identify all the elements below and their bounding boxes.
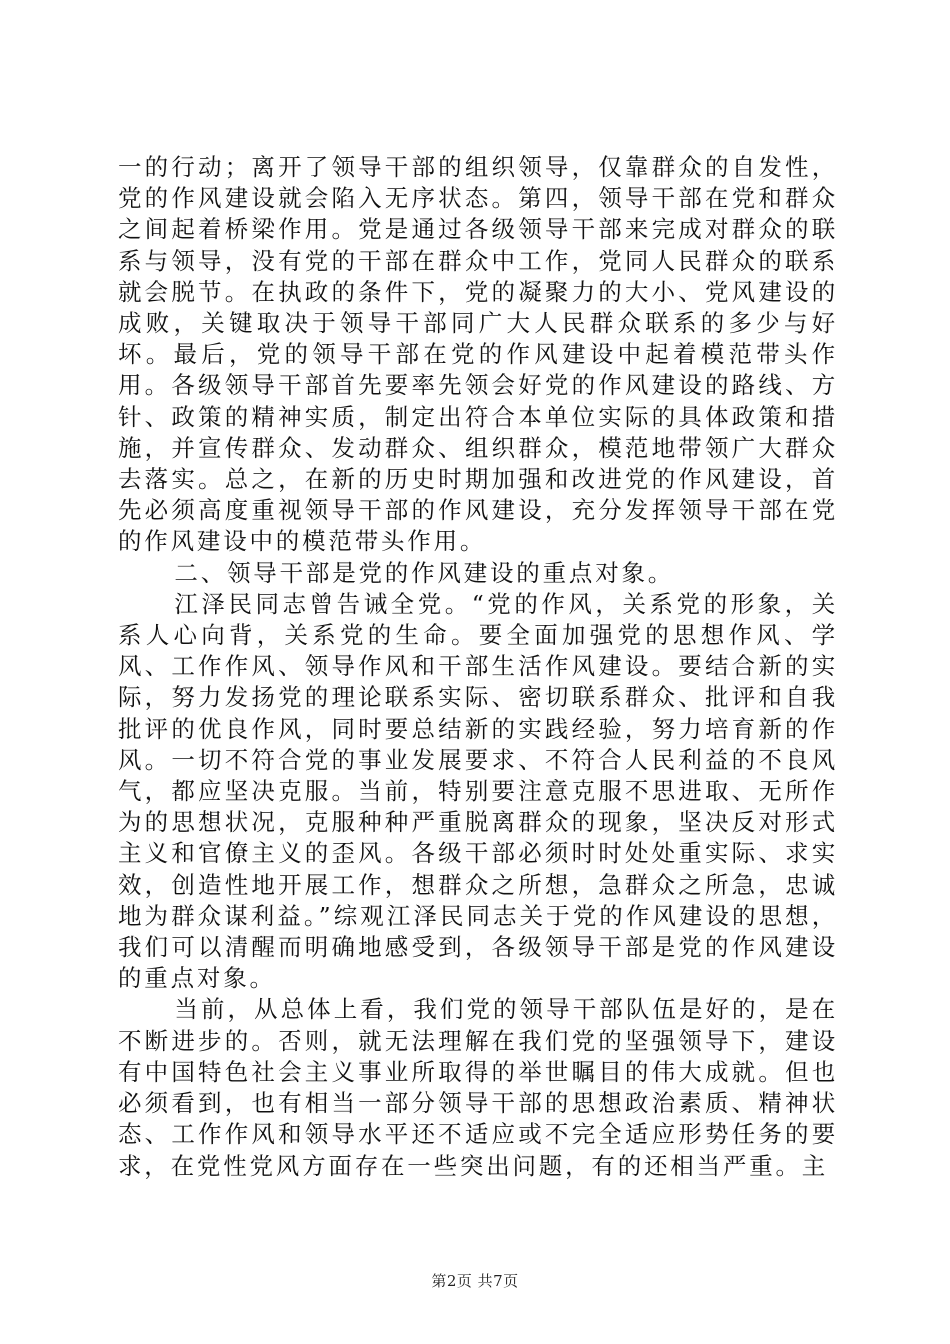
paragraph-continuation: 一的行动；离开了领导干部的组织领导，仅靠群众的自发性，党的作风建设就会陷入无序状态。第四，领导干部在党和群众之间起着桥梁作用。党是通过各级领导干部来完成对群众的联系与领导，没有党的干部在群众中工作，党同人民群众的联系就会脱节。在执政的条件下，党的凝聚力的大小、党风建设的成败，关键取决于领导干部同广大人民群众联系的多少与好坏。最后，党的领导干部在党的作风建设中起着模范带头作用。各级领导干部首先要率先领会好党的作风建设的路线、方针、政策的精神实质，制定出符合本单位实际的具体政策和措施，并宣传群众、发动群众、组织群众，模范地带领广大群众去落实。总之，在新的历史时期加强和改进党的作风建设，首先必须高度重视领导干部的作风建设，充分发挥领导干部在党的作风建设中的模范带头作用。 xyxy=(118,153,838,556)
section-heading: 二、领导干部是党的作风建设的重点对象。 xyxy=(174,558,675,587)
paragraph-quote: 江泽民同志曾告诫全党。“党的作风，关系党的形象，关系人心向背，关系党的生命。要全面加强党的思想作风、学风、工作作风、领导作风和干部生活作风建设。要结合新的实际，努力发扬党的理论联系实际、密切联系群众、批评和自我批评的优良作风，同时要总结新的实践经验，努力培育新的作风。一切不符合党的事业发展要求、不符合人民利益的不良风气，都应坚决克服。当前，特别要注意克服不思进取、无所作为的思想状况，克服种种严重脱离群众的现象，坚决反对形式主义和官僚主义的歪风。各级干部必须时时处处重实际、求实效，创造性地开展工作，想群众之所想，急群众之所急，忠诚地为群众谋利益。”综观江泽民同志关于党的作风建设的思想，我们可以清醒而明确地感受到，各级领导干部是党的作风建设的重点对象。 xyxy=(118,589,838,993)
document-body xyxy=(118,152,838,1182)
page-number-footer: 第2页 共7页 xyxy=(431,1272,519,1290)
paragraph-current-situation: 当前，从总体上看，我们党的领导干部队伍是好的，是在不断进步的。否则，就无法理解在我们党的坚强领导下，建设有中国特色社会主义事业所取得的举世瞩目的伟大成就。但也必须看到，也有相当一部分领导干部的思想政治素质、精神状态、工作作风和领导水平还不适应或不完全适应形势任务的要求，在党性党风方面存在一些突出问题，有的还相当严重。主 xyxy=(118,995,838,1180)
